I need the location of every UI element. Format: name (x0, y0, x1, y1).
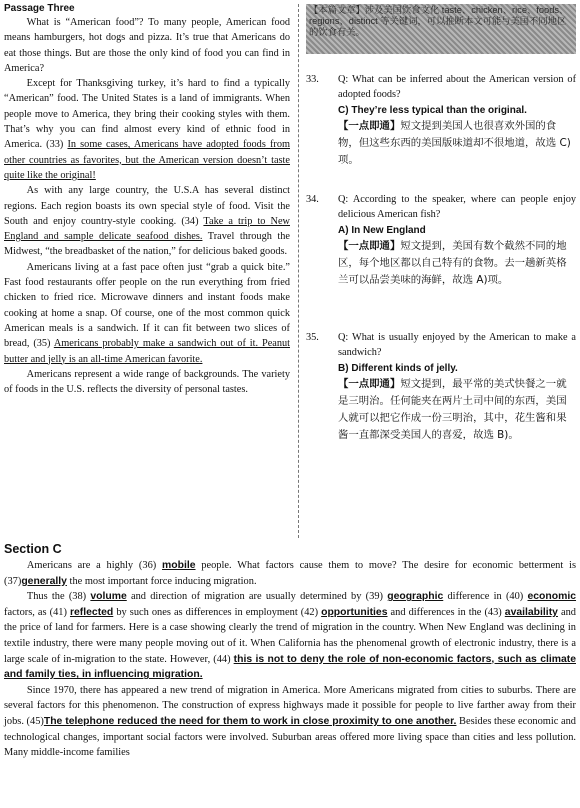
answer-41: reflected (69, 606, 114, 618)
column-divider (298, 4, 299, 538)
questions-column (306, 2, 576, 441)
question-text: Q: According to the speaker, where can people enjoy delicious American fish? (338, 194, 576, 221)
answer-39: geographic (387, 591, 444, 603)
answer-37: generally (21, 575, 67, 587)
answer-43: availability (504, 606, 558, 618)
underlined-sentence-35: Americans probably make a sandwich out of it. Peanut butter and jelly is an all-time American favorite. (4, 338, 290, 365)
question-text: Q: What can be inferred about the American version of adopted foods? (338, 74, 576, 101)
section-c-paragraph-3: Since 1970, there has appeared a new trend of migration in America. More Americans migrated from cities to suburbs. There are several factors for this phenomenon. The construction of express highways made it possible for people to live farther away from their jobs. (45)The telephone reduced the need for them to work in close proximity to one another. Besides these economic and technological changes, important social factors were involved. Suburban areas offered more living space than cities and less pollution. Many middle-income families (4, 684, 576, 759)
passage-paragraph-4: Americans living at a fast pace often just “grab a quick bite.” Fast food restaurants offer people on the run everything from fried chicken to fried rice. Microwave dinners and instant foods make cooking at home a snap. Of course, one of the most common quick American meals is a sandwich. If it can fit between two slices of bread, (35) Americans probably make a sandwich out of it. Peanut butter and jelly is an all-time American favorite. (4, 261, 290, 365)
question-33 (306, 72, 576, 169)
explanation: 【一点即通】短文提到，美国有数个截然不同的地区，每个地区都以自己特有的食物。去一趟新英格兰可以品尝美味的海鲜，故选 A)项。 (338, 239, 567, 286)
answer-option: B) Different kinds of jelly. (338, 362, 458, 374)
question-text: Q: What is usually enjoyed by the American to make a sandwich? (338, 332, 576, 359)
highlighted-banner: 【本篇文章】涉及美国饮食文化 taste、chicken、rice、foods、regions、distinct 等关键词，可以推断本文可能与美国不同地区的饮食有关。 (306, 4, 576, 54)
answer-option: C) They’re less typical than the original. (338, 104, 527, 116)
question-number: 35. (306, 332, 319, 343)
answer-38: volume (90, 591, 127, 603)
passage-paragraph-2: Except for Thanksgiving turkey, it’s hard to find a typically “American” food. The United States is a land of immigrants. When people move to America, they bring their cooking styles with them. That’s why you can find almost every kind of ethnic food in America. (33) In some cases, Americans have adopted foods from other countries as favorites, but the American version doesn’t taste quite like the original! (4, 78, 290, 181)
section-c (4, 541, 576, 761)
section-c-paragraph-2: Thus the (38) volume and direction of migration are usually determined by (39) geographic difference in (40) economic factors, as (41) reflected by such ones as differences in employment (42) opportunities and differences in the (43) availability and the price of land for farmers. Here is a case showing clearly the trend of migration in the country. When New England was declining in textile industry, there were many people moving out of it. When California has the phenomenal growth of electronic industry, there is a large scale of in-migration to the state. However, (44) this is not to deny the role of non-economic factors, such as climate and family ties, in influencing migration. (4, 591, 577, 681)
underlined-sentence-33: In some cases, Americans have adopted foods from other countries as favorites, but the American version doesn’t taste quite like the original! (4, 139, 290, 181)
underlined-sentence-34: Take a trip to New England and sample delicate seafood dishes. (4, 215, 290, 243)
answer-option: A) In New England (338, 224, 426, 236)
question-34 (306, 192, 576, 289)
passage-column (4, 2, 290, 397)
explanation: 【一点即通】短文提到美国人也很喜欢外国的食物，但这些东西的美国版味道却不很地道，故选 C)项。 (338, 119, 571, 166)
answer-42: opportunities (321, 606, 388, 618)
answer-36: mobile (162, 560, 196, 571)
answer-40: economic (527, 591, 577, 603)
answer-44: this is not to deny the role of non-economic factors, such as climate and family ties, in influencing migration. (4, 653, 576, 681)
question-35 (306, 330, 576, 444)
answer-45: The telephone reduced the need for them to work in close proximity to one another. (43, 715, 457, 727)
question-number: 34. (306, 194, 319, 205)
question-number: 33. (306, 74, 319, 85)
passage-paragraph-3: As with any large country, the U.S.A has several distinct regions. Each region boasts its own special style of food. Visit the South and enjoy country-style cooking. (34) Take a trip to New England and sample delicate seafood dishes. Travel through the Midwest, “the breadbasket of the nation,” for delicious baked goods. (4, 185, 291, 258)
passage-paragraph-1: What is “American food”? To many people, American food means hamburgers, hot dogs and pizza. It’s true that Americans do eat those things. But are those the only kind of food you can find in America? (4, 17, 290, 74)
section-c-paragraph-1: Americans are a highly (36) mobile people. What factors cause them to move? The desire for economic betterment is (37)generally the most important force inducing migration. (4, 560, 576, 587)
passage-paragraph-5: Americans represent a wide range of backgrounds. The variety of foods in the U.S. reflects the diversity of personal tastes. (4, 368, 290, 396)
passage-title: Passage Three (4, 3, 75, 14)
explanation: 【一点即通】短文提到，最平常的美式快餐之一就是三明治。任何能夹在两片土司中间的东西，美国人就可以把它作成一份三明治，其中，花生酱和果酱一直都深受美国人的喜爱，故选 B)。 (338, 377, 567, 441)
section-title: Section C (4, 542, 62, 556)
